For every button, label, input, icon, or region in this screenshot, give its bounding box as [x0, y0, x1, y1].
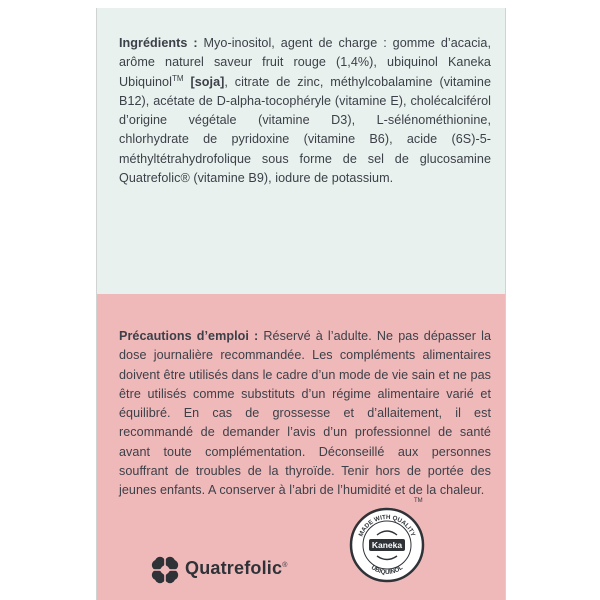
kaneka-seal-icon: [347, 505, 427, 585]
quatrefolic-name: Quatrefolic®: [185, 558, 288, 578]
precautions-section: [97, 294, 505, 600]
allergen-soja: [soja]: [190, 74, 225, 89]
ingredients-section: [97, 8, 505, 294]
clover-icon: [149, 554, 181, 586]
package-panel: [96, 8, 506, 600]
trademark-mark: TM: [171, 73, 184, 83]
precautions-text: Réservé à l’adulte. Ne pas dépasser la dose journalière recommandée. Les compléments alimentaires doivent être utilisés dans le cadre d’un mode de vie sain et ne pas être utilisés comme substituts d’un régime alimentaire varié et équilibré. En cas de grossesse et d’allaitement, il est recommandé de demander l’avis d’un professionnel de santé avant toute complémentation. Déconseillé aux personnes souffrant de troubles de la thyroïde. Tenir hors de portée des jeunes enfants. A conserver à l’abri de l’humidité et de la chaleur.: [119, 329, 491, 498]
ingredients-heading: Ingrédients :: [119, 36, 198, 50]
logos-row: [97, 498, 505, 598]
seal-bottom-text: UBIQUINOL: [369, 564, 405, 577]
precautions-paragraph: [119, 327, 491, 501]
quatrefolic-logo: [149, 554, 339, 584]
kaneka-trademark: TM: [414, 498, 423, 504]
kaneka-ubiquinol-seal: [347, 505, 427, 585]
seal-brand-text: Kaneka: [371, 540, 403, 551]
precautions-heading: Précautions d’emploi :: [119, 329, 259, 343]
ingredients-text-part2: , citrate de zinc, méthylcobalamine (vitamine B12), acétate de D-alpha-tocophéryle (vitamine E), cholécalciférol d’origine végétale (vitamine D3), L-sélénométhionine, chlorhydrate de pyridoxine (vitamine B6), acide (6S)-5-méthyltétrahydrofolique sous forme de sel de glucosamine Quatrefolic® (vitamine B9), iodure de potassium.: [119, 74, 491, 186]
ingredients-paragraph: [119, 34, 491, 188]
registered-mark: ®: [282, 562, 288, 569]
seal-top-text: MADE WITH QUALITY: [357, 513, 417, 538]
ingredients-text-part1: Myo-inositol, agent de charge : gomme d’acacia, arôme naturel saveur fruit rouge (1,4%), ubiquinol Kaneka Ubiquinol: [119, 36, 491, 89]
